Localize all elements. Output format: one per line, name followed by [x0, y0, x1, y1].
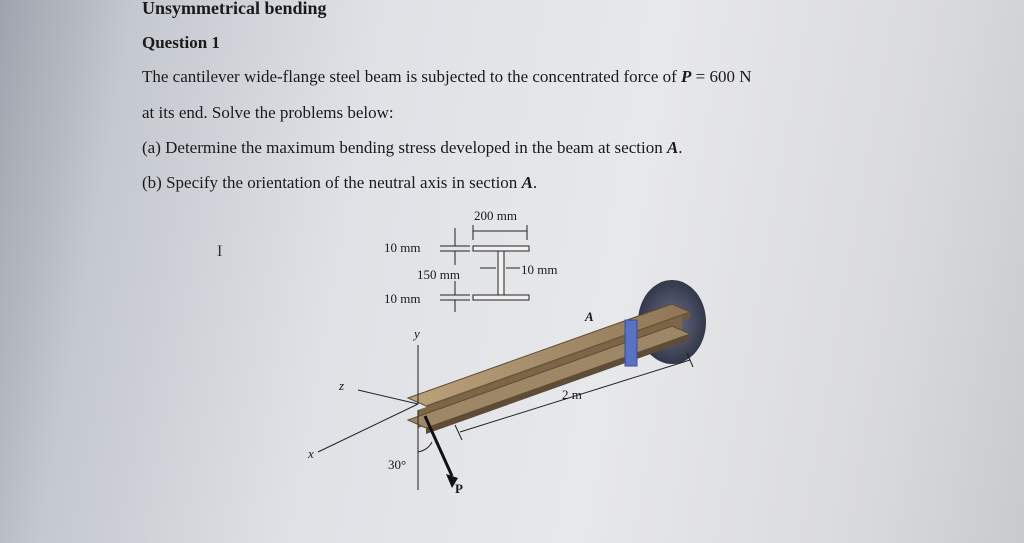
section-bottom-flange — [473, 295, 529, 300]
beam-bottom-flange — [408, 326, 690, 428]
force-label: P — [455, 481, 463, 496]
heading: Unsymmetrical bending — [142, 0, 327, 18]
part-a-end: . — [678, 138, 683, 157]
web-height-label: 150 mm — [417, 267, 460, 282]
beam — [408, 304, 690, 434]
part-a-section: A — [666, 138, 679, 157]
length-label: 2 m — [562, 387, 582, 402]
section-A-plane — [625, 320, 637, 366]
bottom-flange-thickness-label: 10 mm — [384, 291, 421, 306]
part-b-section: A — [521, 173, 533, 192]
part-a-text: (a) Determine the maximum bending stress developed in the beam at section — [142, 138, 667, 157]
web-thickness-label: 10 mm — [521, 262, 558, 277]
question-label: Question 1 — [142, 33, 220, 52]
angle-label: 30° — [388, 457, 407, 472]
part-b-text: (b) Specify the orientation of the neutral axis in section — [142, 173, 522, 192]
force-value: = 600 N — [691, 67, 752, 86]
top-flange-thickness-label: 10 mm — [384, 240, 421, 255]
force-symbol: P — [681, 67, 692, 86]
x-axis-label: x — [308, 446, 314, 461]
problem-line-2: at its end. Solve the problems below: — [142, 103, 394, 122]
section-top-flange — [473, 246, 529, 251]
y-axis-label: y — [414, 326, 420, 341]
z-axis-label: z — [339, 378, 345, 393]
line1-text: The cantilever wide-flange steel beam is subjected to the concentrated force of — [142, 67, 682, 86]
flange-width-label: 200 mm — [474, 208, 517, 223]
section-web — [498, 251, 504, 295]
section-A-label: A — [585, 309, 594, 324]
text-cursor-icon: I — [217, 243, 223, 260]
part-b-end: . — [532, 173, 538, 192]
